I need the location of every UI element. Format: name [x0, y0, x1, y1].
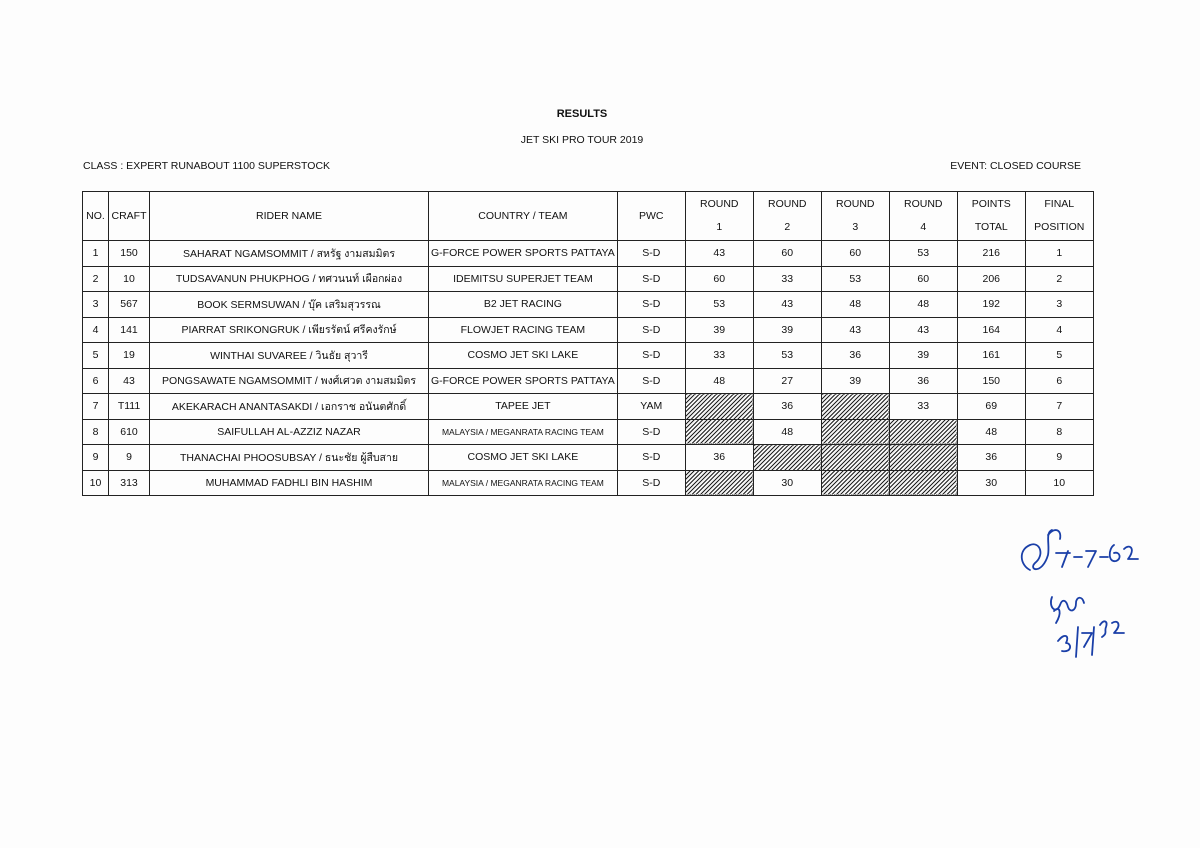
- cell-round-1-void: [685, 419, 753, 445]
- cell-pwc: S-D: [617, 419, 685, 445]
- cell-round-4-void: [889, 419, 957, 445]
- cell-no: 3: [83, 292, 109, 318]
- cell-round-2-void: [753, 445, 821, 471]
- cell-craft: 610: [109, 419, 150, 445]
- header-round-2-line2: 2: [784, 221, 791, 233]
- cell-round-3-void: [821, 394, 889, 420]
- cell-points-total: 69: [957, 394, 1025, 420]
- header-round-4-line2: 4: [920, 221, 927, 233]
- cell-country-team: COSMO JET SKI LAKE: [429, 343, 618, 369]
- cell-round-2: 53: [753, 343, 821, 369]
- cell-round-1: 39: [685, 317, 753, 343]
- cell-round-4: 48: [889, 292, 957, 318]
- cell-craft: 9: [109, 445, 150, 471]
- cell-country-team: MALAYSIA / MEGANRATA RACING TEAM: [429, 419, 618, 445]
- cell-points-total: 206: [957, 266, 1025, 292]
- header-round-4: [889, 192, 957, 241]
- cell-final-position: 8: [1025, 419, 1093, 445]
- cell-rider-name: BOOK SERMSUWAN / บุ๊ค เสริมสุวรรณ: [150, 292, 429, 318]
- cell-rider-name: SAHARAT NGAMSOMMIT / สหรัฐ งามสมมิตร: [150, 241, 429, 267]
- header-final-line1: FINAL: [1044, 198, 1075, 210]
- cell-points-total: 150: [957, 368, 1025, 394]
- cell-points-total: 30: [957, 470, 1025, 496]
- cell-no: 1: [83, 241, 109, 267]
- cell-pwc: S-D: [617, 368, 685, 394]
- cell-points-total: 216: [957, 241, 1025, 267]
- cell-craft: 10: [109, 266, 150, 292]
- cell-round-1: 60: [685, 266, 753, 292]
- header-no: NO.: [83, 192, 109, 241]
- header-round-1: [685, 192, 753, 241]
- cell-country-team: G-FORCE POWER SPORTS PATTAYA: [429, 241, 618, 267]
- event-label: EVENT: CLOSED COURSE: [950, 160, 1081, 172]
- cell-no: 7: [83, 394, 109, 420]
- cell-rider-name: WINTHAI SUVAREE / วินธัย สุวารี: [150, 343, 429, 369]
- cell-final-position: 9: [1025, 445, 1093, 471]
- cell-round-2: 30: [753, 470, 821, 496]
- cell-round-2: 60: [753, 241, 821, 267]
- table-row: [83, 368, 1094, 394]
- cell-country-team: MALAYSIA / MEGANRATA RACING TEAM: [429, 470, 618, 496]
- cell-craft: 141: [109, 317, 150, 343]
- cell-round-1: 36: [685, 445, 753, 471]
- cell-pwc: S-D: [617, 317, 685, 343]
- cell-pwc: S-D: [617, 292, 685, 318]
- cell-craft: 19: [109, 343, 150, 369]
- cell-pwc: YAM: [617, 394, 685, 420]
- cell-rider-name: THANACHAI PHOOSUBSAY / ธนะชัย ผู้สืบสาย: [150, 445, 429, 471]
- table-row: [83, 266, 1094, 292]
- cell-points-total: 164: [957, 317, 1025, 343]
- header-round-4-line1: ROUND: [904, 198, 943, 210]
- header-round-3: [821, 192, 889, 241]
- table-row: [83, 317, 1094, 343]
- cell-final-position: 6: [1025, 368, 1093, 394]
- table-row: [83, 419, 1094, 445]
- cell-round-3-void: [821, 419, 889, 445]
- header-pwc: PWC: [617, 192, 685, 241]
- header-round-1-line2: 1: [716, 221, 723, 233]
- cell-round-3: 48: [821, 292, 889, 318]
- cell-final-position: 1: [1025, 241, 1093, 267]
- cell-round-4: 60: [889, 266, 957, 292]
- cell-no: 8: [83, 419, 109, 445]
- header-final-position: [1025, 192, 1093, 241]
- cell-craft: 313: [109, 470, 150, 496]
- cell-pwc: S-D: [617, 445, 685, 471]
- table-row: [83, 470, 1094, 496]
- page-title: RESULTS: [556, 108, 608, 120]
- cell-round-3: 43: [821, 317, 889, 343]
- cell-round-3-void: [821, 445, 889, 471]
- header-rider-name: RIDER NAME: [150, 192, 429, 241]
- cell-final-position: 4: [1025, 317, 1093, 343]
- header-points-line1: POINTS: [971, 198, 1011, 210]
- cell-round-1: 48: [685, 368, 753, 394]
- cell-rider-name: PIARRAT SRIKONGRUK / เพียรรัตน์ ศรีคงรักษ์: [150, 317, 429, 343]
- cell-pwc: S-D: [617, 470, 685, 496]
- table-header-row: [83, 192, 1094, 241]
- header-round-3-line2: 3: [852, 221, 859, 233]
- cell-round-4: 43: [889, 317, 957, 343]
- cell-round-1-void: [685, 394, 753, 420]
- handwritten-signatures: [990, 515, 1140, 665]
- cell-round-4: 39: [889, 343, 957, 369]
- cell-no: 6: [83, 368, 109, 394]
- table-row: [83, 292, 1094, 318]
- cell-pwc: S-D: [617, 266, 685, 292]
- class-label: CLASS : EXPERT RUNABOUT 1100 SUPERSTOCK: [83, 160, 331, 172]
- cell-points-total: 192: [957, 292, 1025, 318]
- cell-rider-name: TUDSAVANUN PHUKPHOG / ทศวนนท์ เผือกผ่อง: [150, 266, 429, 292]
- cell-round-1: 53: [685, 292, 753, 318]
- cell-round-1-void: [685, 470, 753, 496]
- cell-country-team: G-FORCE POWER SPORTS PATTAYA: [429, 368, 618, 394]
- cell-country-team: B2 JET RACING: [429, 292, 618, 318]
- cell-final-position: 2: [1025, 266, 1093, 292]
- table-row: [83, 394, 1094, 420]
- cell-round-4-void: [889, 470, 957, 496]
- cell-pwc: S-D: [617, 241, 685, 267]
- cell-country-team: FLOWJET RACING TEAM: [429, 317, 618, 343]
- cell-round-3-void: [821, 470, 889, 496]
- table-row: [83, 445, 1094, 471]
- cell-round-4-void: [889, 445, 957, 471]
- cell-rider-name: SAIFULLAH AL-AZZIZ NAZAR: [150, 419, 429, 445]
- cell-no: 10: [83, 470, 109, 496]
- cell-no: 2: [83, 266, 109, 292]
- results-table: [82, 191, 1094, 496]
- cell-pwc: S-D: [617, 343, 685, 369]
- cell-round-2: 36: [753, 394, 821, 420]
- cell-rider-name: AKEKARACH ANANTASAKDI / เอกราช อนันตศักดิ์: [150, 394, 429, 420]
- table-row: [83, 343, 1094, 369]
- cell-round-3: 53: [821, 266, 889, 292]
- header-round-1-line1: ROUND: [700, 198, 739, 210]
- cell-final-position: 3: [1025, 292, 1093, 318]
- header-round-3-line1: ROUND: [836, 198, 875, 210]
- cell-round-4: 36: [889, 368, 957, 394]
- cell-no: 4: [83, 317, 109, 343]
- cell-craft: 567: [109, 292, 150, 318]
- cell-country-team: COSMO JET SKI LAKE: [429, 445, 618, 471]
- cell-round-2: 39: [753, 317, 821, 343]
- header-craft: CRAFT: [109, 192, 150, 241]
- cell-points-total: 36: [957, 445, 1025, 471]
- cell-round-4: 33: [889, 394, 957, 420]
- cell-points-total: 48: [957, 419, 1025, 445]
- event-subtitle: JET SKI PRO TOUR 2019: [520, 134, 644, 146]
- header-points-line2: TOTAL: [974, 221, 1008, 233]
- cell-no: 9: [83, 445, 109, 471]
- header-country-team: COUNTRY / TEAM: [429, 192, 618, 241]
- cell-round-1: 33: [685, 343, 753, 369]
- header-round-2-line1: ROUND: [768, 198, 807, 210]
- cell-points-total: 161: [957, 343, 1025, 369]
- cell-final-position: 10: [1025, 470, 1093, 496]
- cell-round-3: 60: [821, 241, 889, 267]
- cell-round-2: 43: [753, 292, 821, 318]
- cell-country-team: TAPEE JET: [429, 394, 618, 420]
- cell-craft: 150: [109, 241, 150, 267]
- cell-craft: T111: [109, 394, 150, 420]
- cell-round-3: 36: [821, 343, 889, 369]
- cell-round-3: 39: [821, 368, 889, 394]
- header-round-2: [753, 192, 821, 241]
- header-points-total: [957, 192, 1025, 241]
- cell-final-position: 5: [1025, 343, 1093, 369]
- cell-round-4: 53: [889, 241, 957, 267]
- cell-round-2: 27: [753, 368, 821, 394]
- header-final-line2: POSITION: [1034, 221, 1085, 233]
- cell-rider-name: MUHAMMAD FADHLI BIN HASHIM: [150, 470, 429, 496]
- cell-round-2: 33: [753, 266, 821, 292]
- cell-final-position: 7: [1025, 394, 1093, 420]
- table-row: [83, 241, 1094, 267]
- cell-round-1: 43: [685, 241, 753, 267]
- cell-country-team: IDEMITSU SUPERJET TEAM: [429, 266, 618, 292]
- cell-rider-name: PONGSAWATE NGAMSOMMIT / พงศ์เศวต งามสมมิตร: [150, 368, 429, 394]
- cell-no: 5: [83, 343, 109, 369]
- cell-craft: 43: [109, 368, 150, 394]
- cell-round-2: 48: [753, 419, 821, 445]
